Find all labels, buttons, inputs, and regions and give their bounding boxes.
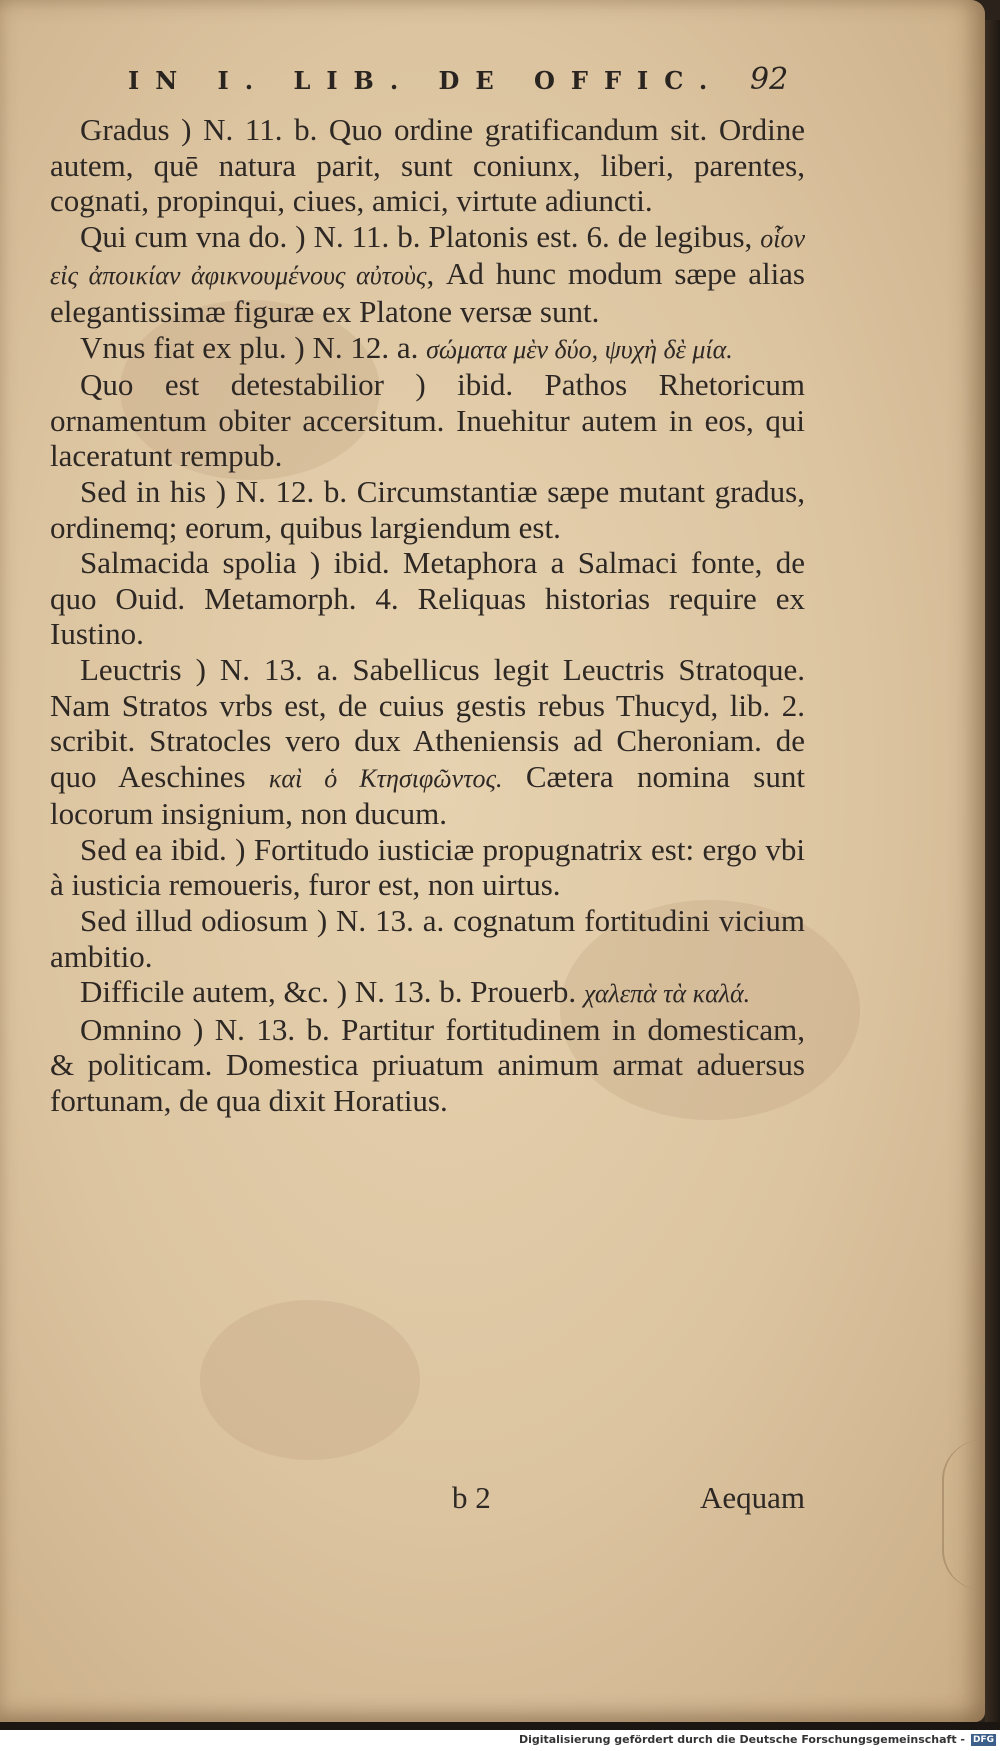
catchword: Aequam <box>699 1480 805 1515</box>
annotation-paragraph <box>50 219 805 330</box>
page-edge <box>985 20 1000 1722</box>
annotation-paragraph <box>50 112 805 219</box>
paragraph-text: Sed in his ) N. 12. b. Circumstantiæ sæpe mutant gradus, ordinemq; eorum, quibus largiendum est. <box>50 473 805 545</box>
greek-quotation: χαλεπὰ τὰ καλά. <box>583 979 751 1009</box>
paragraph-text: Leuctris ) N. 13. a. Sabellicus legit Leuctris Stratoque. Nam Stratos vrbs est, de cuius gestis rebus Thucyd, lib. 2. scribit. Stratocles vero dux Atheniensis ad Cheroniam. de quo Aeschines <box>50 651 805 794</box>
paragraph-text: Vnus fiat ex plu. ) N. 12. a. <box>80 329 427 365</box>
catchword-line <box>50 1480 805 1520</box>
paragraph-text: Difficile autem, &c. ) N. 13. b. Prouerb. <box>80 974 584 1010</box>
greek-quotation: οἷον εἰς ἀποικίαν ἀφικνουμένους αὐτοὺς <box>50 223 805 291</box>
paragraph-text: Sed ea ibid. ) Fortitudo iusticiæ propugnatrix est: ergo vbi à iusticia remoueris, furor est, non uirtus. <box>50 831 805 903</box>
annotation-paragraph <box>50 367 805 474</box>
page-number: 92 <box>750 62 789 97</box>
body-text <box>50 112 805 1119</box>
running-head: IN I. LIB. DE OFFIC. <box>128 66 724 95</box>
paragraph-text: Quo est detestabilior ) ibid. Pathos Rhetoricum ornamentum obiter accersitum. Inuehitur autem in eos, qui laceratunt rempub. <box>50 367 805 474</box>
page-tab-mark <box>942 1440 988 1590</box>
paragraph-text: Salmacida spolia ) ibid. Metaphora a Salmaci fonte, de quo Ouid. Metamorph. 4. Reliquas historias require ex Iustino. <box>50 545 805 652</box>
annotation-paragraph <box>50 545 805 652</box>
paragraph-text: , Ad hunc modum sæpe alias elegantissimæ figuræ ex Platone versæ sunt. <box>50 256 805 329</box>
annotation-paragraph <box>50 974 805 1012</box>
annotation-paragraph <box>50 903 805 974</box>
annotation-paragraph <box>50 330 805 368</box>
paragraph-text: Qui cum vna do. ) N. 11. b. Platonis est. 6. de legibus, <box>80 218 761 254</box>
scan-border <box>0 1722 1000 1730</box>
paper-stain <box>200 1300 420 1460</box>
signature-mark: b 2 <box>452 1480 491 1515</box>
paragraph-text: Omnino ) N. 13. b. Partitur fortitudinem in domesticam, & politicam. Domestica priuatum animum armat aduersus fortunam, de qua dixit Horatius. <box>50 1011 805 1119</box>
digitization-footer <box>0 1730 1000 1751</box>
greek-quotation: καὶ ὁ Κτησιφῶντος. <box>268 763 503 793</box>
paragraph-text: Cætera nomina sunt locorum insignium, non ducum. <box>50 758 805 832</box>
annotation-paragraph <box>50 652 805 832</box>
dfg-logo: DFG <box>972 1735 994 1745</box>
paragraph-text: Sed illud odiosum ) N. 13. a. cognatum fortitudini vicium ambitio. <box>50 903 805 974</box>
annotation-paragraph <box>50 832 805 903</box>
annotation-paragraph <box>50 474 805 545</box>
paragraph-text: Gradus ) N. 11. b. Quo ordine gratificandum sit. Ordine autem, quē natura parit, sunt coniunx, liberi, parentes, cognati, propinqui, ciues, amici, virtute adiuncti. <box>50 112 805 219</box>
annotation-paragraph <box>50 1012 805 1119</box>
footer-credit: Digitalisierung gefördert durch die Deutsche Forschungsgemeinschaft - <box>518 1733 965 1746</box>
greek-quotation: σώματα μὲν δύο, ψυχὴ δὲ μία. <box>426 334 733 364</box>
